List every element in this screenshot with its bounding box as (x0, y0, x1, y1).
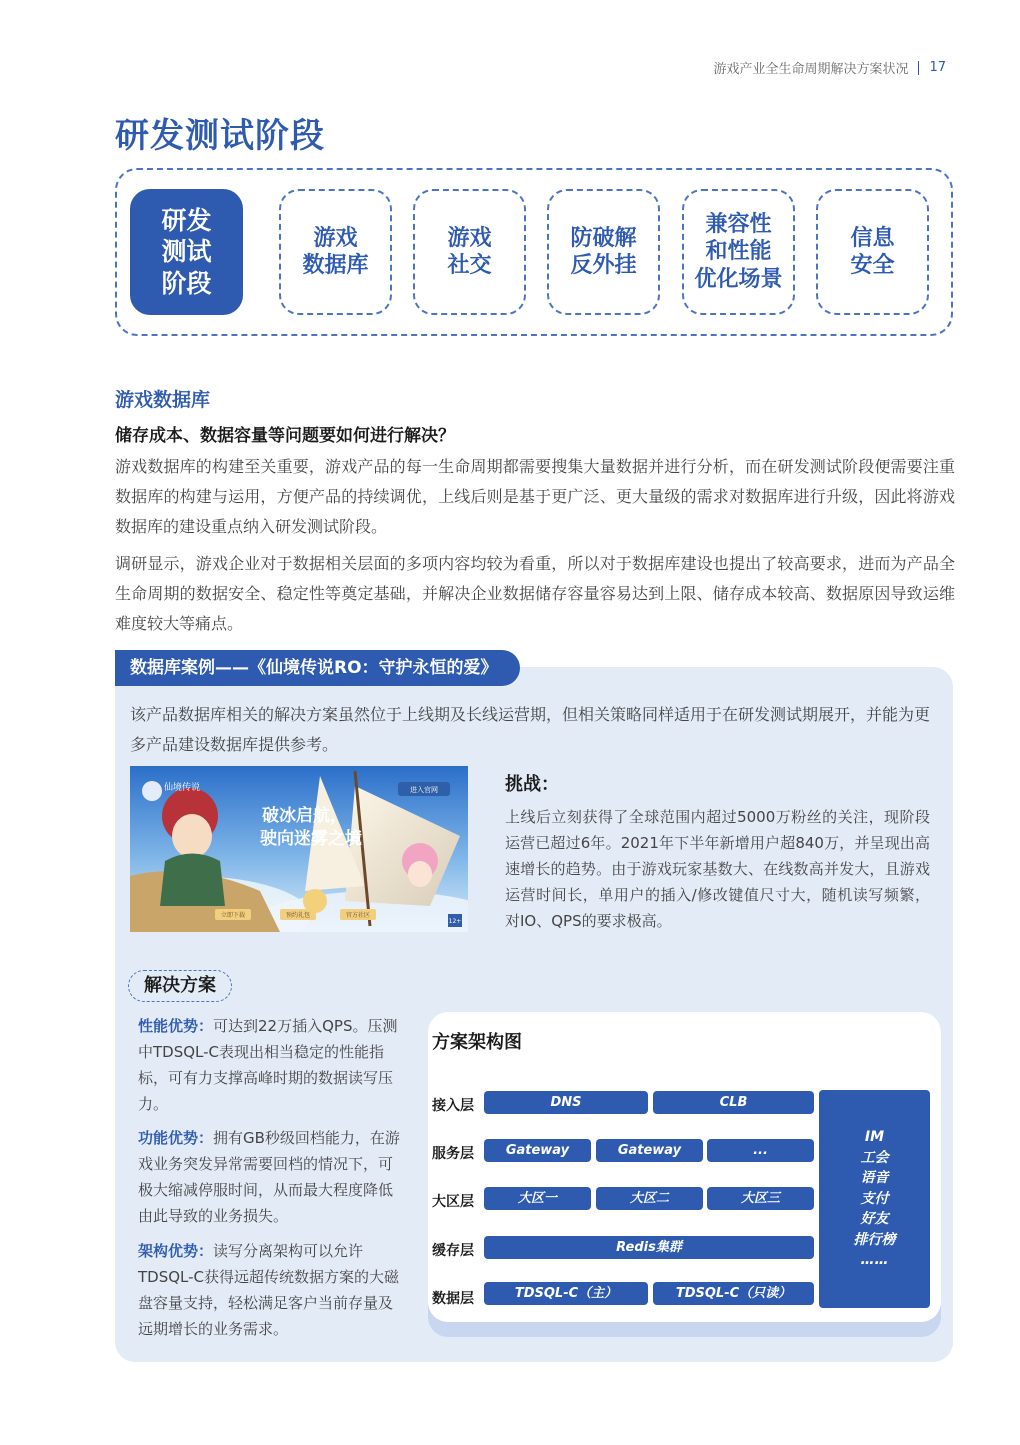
block-tdsql-primary: TDSQL-C（主） (484, 1282, 648, 1305)
block-side-services (819, 1090, 930, 1308)
game-reserve-button: 预约礼包 (285, 912, 311, 919)
block-gateway-2: Gateway (596, 1139, 703, 1162)
section-paragraph-1: 游戏数据库的构建至关重要，游戏产品的每一生命周期都需要搜集大量数据并进行分析，而在研发测试阶段便需要注重数据库的构建与运用，方便产品的持续调优，上线后则是基于更广泛、更大量级的需求对数据库进行升级，因此将游戏数据库的建设重点纳入研发测试阶段。 (115, 457, 955, 536)
stage-game-database: 游戏 数据库 (279, 189, 392, 315)
game-key-art (130, 766, 468, 932)
header-divider (918, 61, 919, 75)
page-title: 研发测试阶段 (115, 116, 325, 156)
case-intro: 该产品数据库相关的解决方案虽然位于上线期及长线运营期，但相关策略同样适用于在研发测试期展开，并能为更多产品建设数据库提供参考。 (130, 705, 931, 754)
running-header-title: 游戏产业全生命周期解决方案状况 (713, 62, 909, 77)
advantage-architecture (138, 1238, 400, 1342)
layer-label-cache: 缓存层 (432, 1243, 474, 1259)
section-paragraph-2: 调研显示，游戏企业对于数据相关层面的多项内容均较为看重，所以对于数据库建设也提出了较高要求，进而为产品全生命周期的数据安全、稳定性等奠定基础，并解决企业数据储存容量容易达到上限、储存成本较高、数据原因导致运维难度较大等痛点。 (115, 554, 955, 633)
stage-info-security: 信息 安全 (816, 189, 929, 315)
game-enter-site-button: 进入官网 (410, 786, 438, 794)
challenge-text: 上线后立刻获得了全球范围内超过5000万粉丝的关注，现阶段运营已超过6年。2021年下半年新增用户超840万，并呈现出高速增长的趋势。由于游戏玩家基数大、在线数高并发大，且游戏运营时间长，单用户的插入/修改键值尺寸大，随机读写频繁，对IO、QPS的要求极高。 (505, 808, 930, 930)
block-service-more: ... (707, 1139, 814, 1162)
side-item-friends: 好友 (860, 1211, 889, 1228)
block-dns: DNS (484, 1091, 648, 1114)
advantage-architecture-key: 架构优势： (138, 1242, 214, 1260)
case-tag: 数据库案例——《仙境传说RO：守护永恒的爱》 (115, 650, 520, 686)
game-art-illustration (130, 766, 468, 932)
game-community-button: 官方社区 (345, 912, 371, 919)
advantage-function-text: 拥有GB秒级回档能力，在游戏业务突发异常需要回档的情况下，可极大缩减停服时间，从而最大程度降低由此导致的业务损失。 (138, 1129, 400, 1225)
block-clb: CLB (653, 1091, 814, 1114)
section-question: 储存成本、数据容量等问题要如何进行解决？ (115, 426, 455, 446)
stage-nav (115, 168, 953, 336)
architecture-title: 方案架构图 (432, 1032, 522, 1053)
side-item-payment: 支付 (860, 1190, 889, 1207)
stage-rd-test: 研发 测试 阶段 (130, 189, 243, 315)
block-region-1: 大区一 (484, 1187, 591, 1210)
solution-tag: 解决方案 (128, 970, 232, 1002)
advantage-performance (138, 1013, 400, 1117)
side-item-im: IM (864, 1129, 885, 1146)
game-slogan-line-1: 破冰启航， (262, 806, 347, 826)
block-redis-cluster: Redis集群 (484, 1236, 814, 1259)
page-number: 17 (929, 60, 946, 75)
challenge-title: 挑战： (505, 774, 559, 795)
side-item-more: …… (860, 1252, 889, 1269)
game-download-button: 立即下载 (220, 912, 246, 919)
advantage-architecture-text: 读写分离架构可以允许TDSQL-C获得远超传统数据方案的大磁盘容量支持，轻松满足客户当前存量及远期增长的业务需求。 (138, 1242, 400, 1338)
stage-anti-cheat: 防破解 反外挂 (547, 189, 660, 315)
block-region-2: 大区二 (596, 1187, 703, 1210)
layer-label-service: 服务层 (432, 1146, 474, 1162)
advantage-performance-key: 性能优势： (138, 1017, 214, 1035)
game-slogan-line-2: 驶向迷雾之境 (260, 829, 362, 849)
game-logo-text: 仙境传说 (164, 783, 201, 793)
game-age-rating-badge: 12+ (448, 918, 462, 925)
block-gateway-1: Gateway (484, 1139, 591, 1162)
game-logo-icon (142, 781, 162, 801)
section-title: 游戏数据库 (115, 389, 211, 411)
layer-label-data: 数据层 (432, 1291, 474, 1307)
side-item-voice: 语音 (860, 1170, 889, 1187)
block-tdsql-readonly: TDSQL-C（只读） (653, 1282, 814, 1305)
running-header (713, 58, 946, 77)
advantage-function-key: 功能优势： (138, 1129, 214, 1147)
layer-label-region: 大区层 (432, 1194, 474, 1210)
advantage-performance-text: 可达到22万插入QPS。压测中TDSQL-C表现出相当稳定的性能指标，可有力支撑高峰时期的数据读写压力。 (138, 1017, 398, 1113)
side-item-leaderboard: 排行榜 (853, 1231, 896, 1248)
side-item-guild: 工会 (860, 1149, 889, 1166)
block-region-3: 大区三 (707, 1187, 814, 1210)
stage-compatibility: 兼容性 和性能 优化场景 (682, 189, 795, 315)
stage-game-social: 游戏 社交 (413, 189, 526, 315)
layer-label-access: 接入层 (432, 1098, 474, 1114)
advantage-function (138, 1125, 400, 1229)
